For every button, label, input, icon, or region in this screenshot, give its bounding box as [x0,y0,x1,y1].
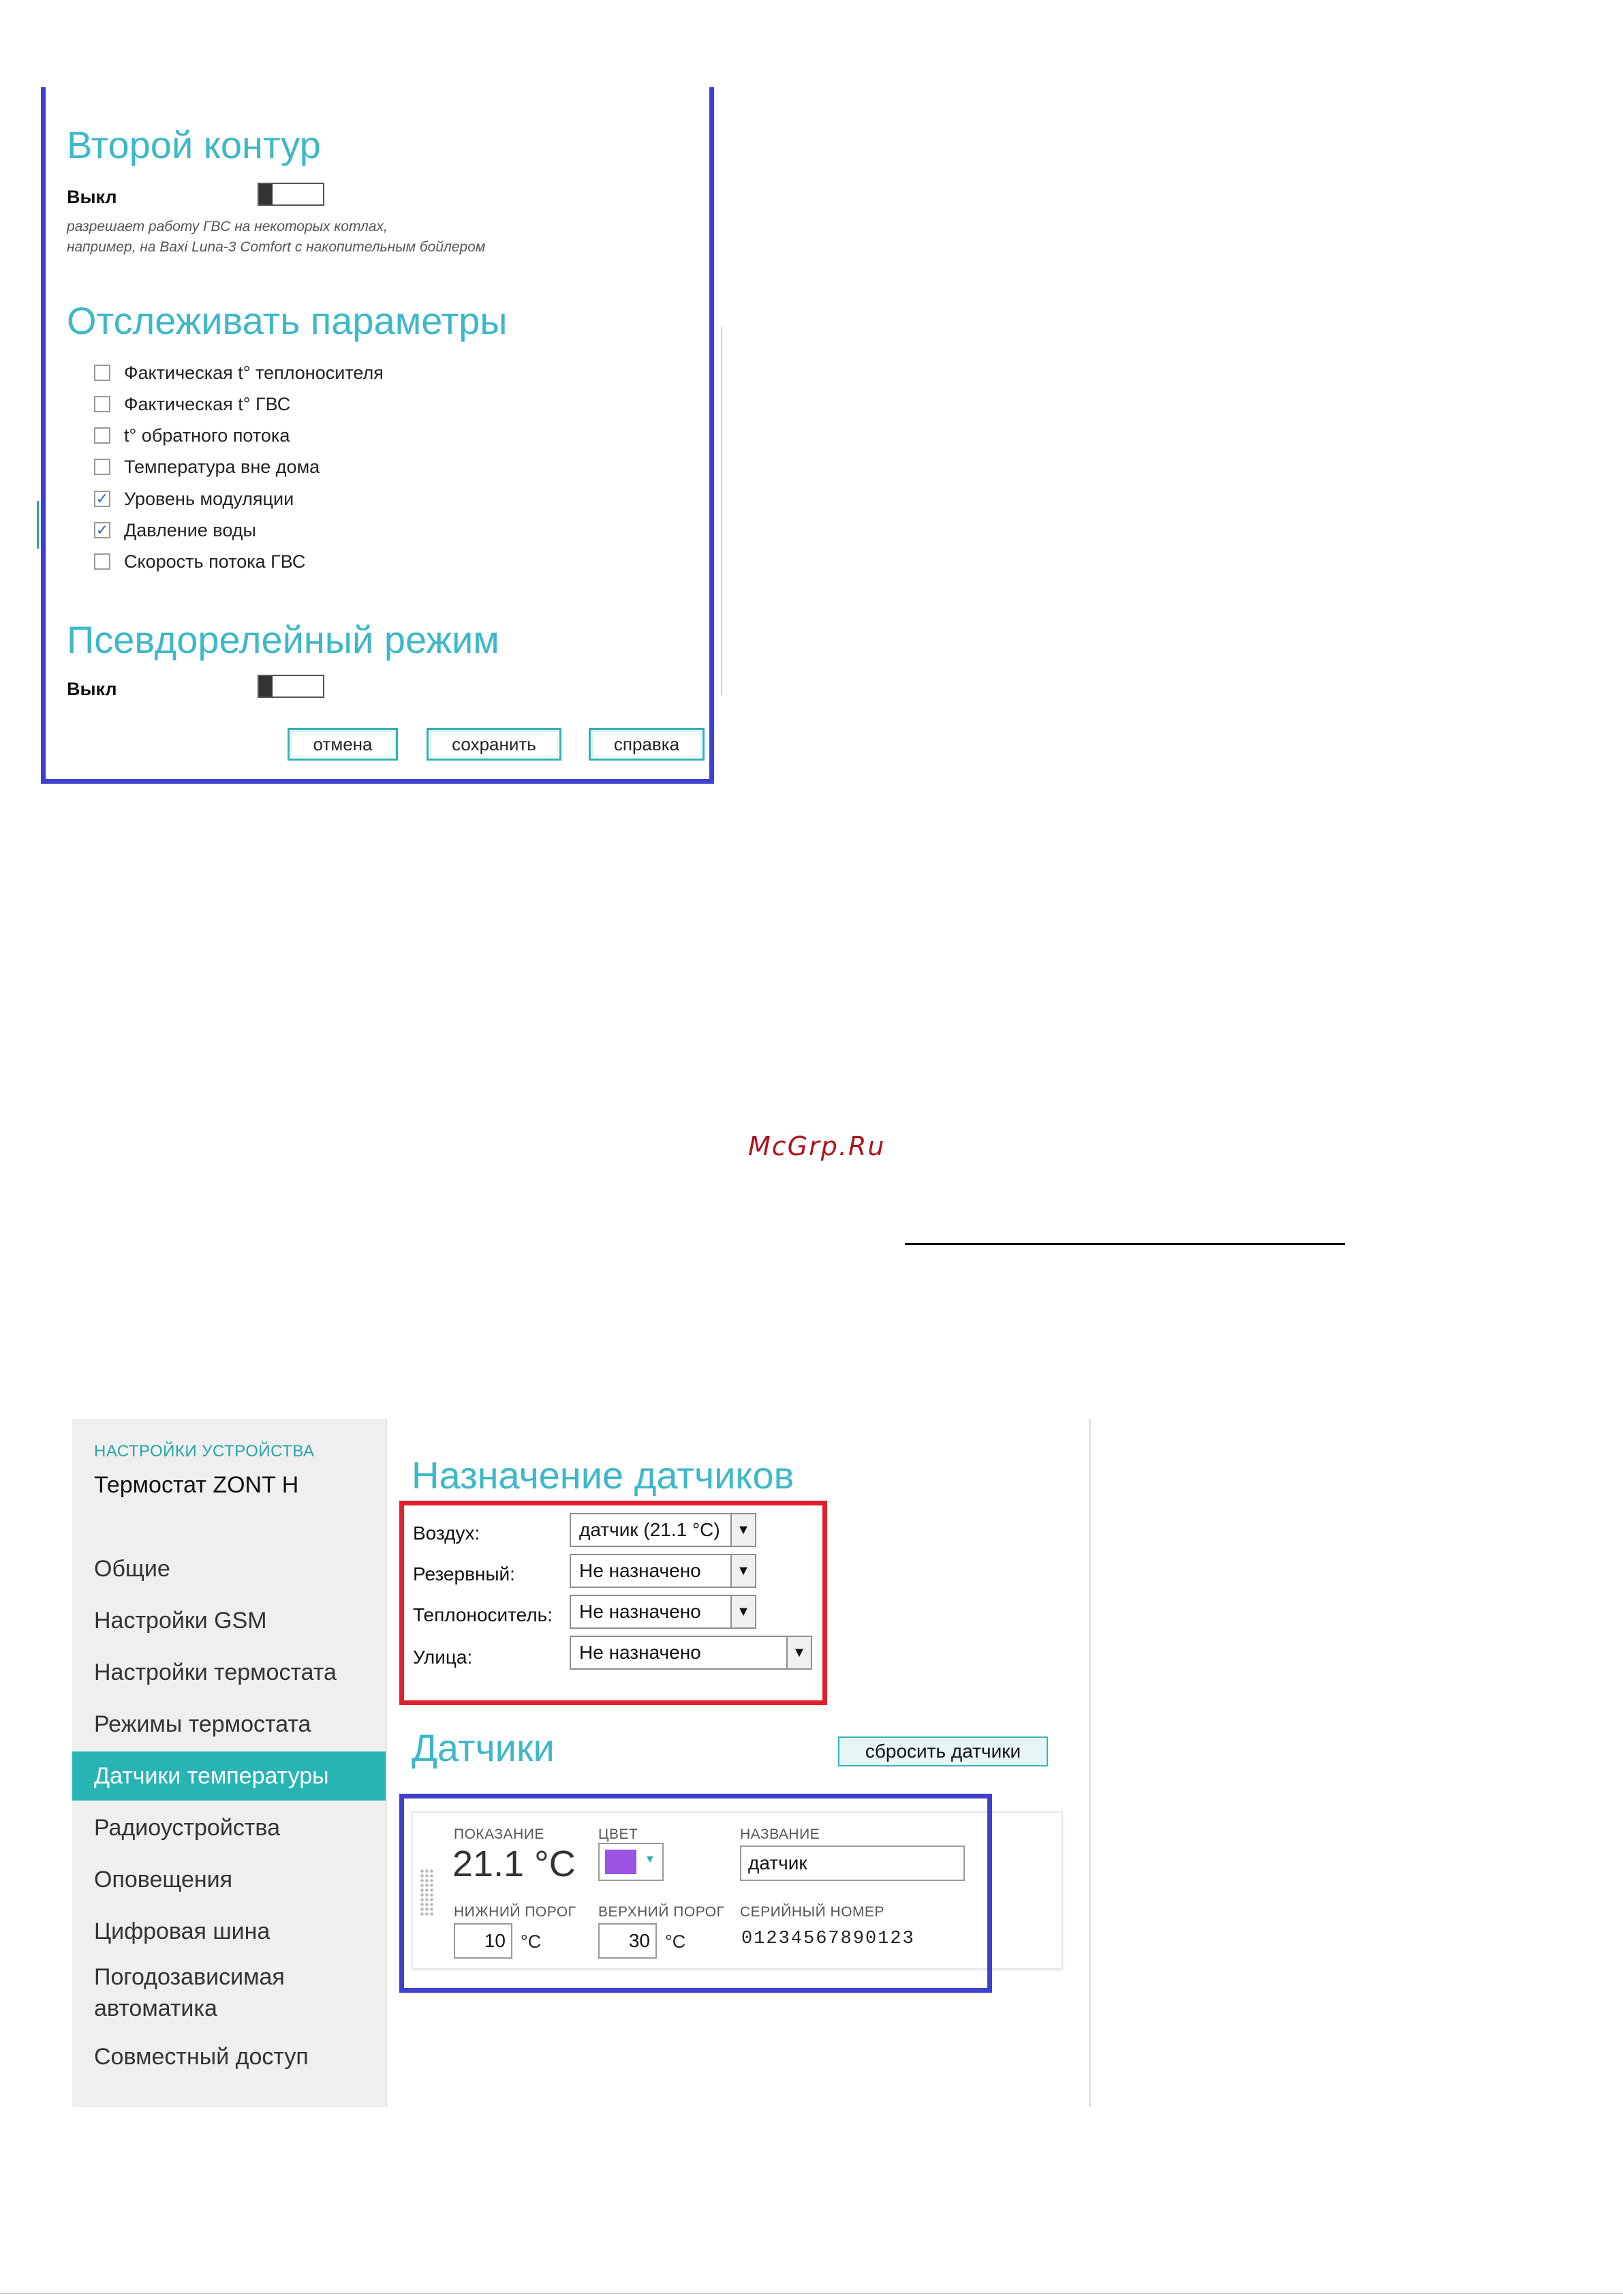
device-name: Термостат ZONT H [94,1472,299,1498]
assign-select-air[interactable] [570,1513,756,1547]
second-circuit-note-line2: например, на Baxi Luna-3 Comfort с накопительным бойлером [67,239,486,255]
panel-edge [721,327,722,695]
track-item-label: t° обратного потока [124,425,290,446]
cancel-button[interactable] [288,728,398,761]
serial-caption: СЕРИЙНЫЙ НОМЕР [740,1904,885,1920]
track-item-label: Фактическая t° ГВС [124,393,291,414]
pseudo-relay-state-label: Выкл [67,679,117,699]
low-threshold-unit: °C [521,1931,542,1952]
horizontal-rule [905,1243,1345,1245]
checkbox-dhw-flow[interactable] [94,553,110,570]
save-button[interactable] [427,728,561,761]
reading-caption: ПОКАЗАНИЕ [454,1826,544,1842]
sidebar-item-label-line1: Погодозависимая [94,1964,285,1990]
assign-label-air: Воздух: [413,1522,480,1544]
main-panel-edge [1089,1419,1091,2107]
checkbox-dhw-temp[interactable] [94,396,110,412]
toggle-knob [259,184,273,204]
cancel-button-label: отмена [313,733,373,754]
check-icon: ✓ [95,490,109,507]
assign-select-street[interactable] [570,1636,812,1670]
checkbox-outdoor-temp[interactable] [94,459,110,475]
high-threshold-input[interactable] [598,1923,657,1959]
sidebar-item-radio-devices[interactable]: Радиоустройства [94,1814,280,1841]
sidebar-item-thermostat-settings[interactable]: Настройки термостата [94,1659,337,1685]
chevron-down-icon: ▼ [730,1596,755,1627]
checkbox-return-temp[interactable] [94,427,110,444]
checkbox-modulation-level[interactable] [94,491,110,507]
page-bottom-rule [0,2293,1623,2294]
track-item[interactable] [94,455,320,478]
track-item[interactable] [94,487,294,510]
assign-select-coolant[interactable] [570,1595,756,1629]
checkbox-coolant-temp[interactable] [94,365,110,381]
panel-accent-tick [37,501,39,549]
low-threshold-input[interactable] [454,1923,512,1959]
sidebar-item-gsm[interactable]: Настройки GSM [94,1607,267,1634]
sidebar-item-notifications[interactable]: Оповещения [94,1866,233,1893]
second-circuit-note [67,217,485,258]
sidebar [72,1419,387,2107]
color-picker[interactable] [598,1843,664,1881]
track-item-label: Уровень модуляции [124,488,294,509]
track-item[interactable] [94,393,290,416]
high-threshold-caption: ВЕРХНИЙ ПОРОГ [598,1904,725,1920]
low-threshold-caption: НИЖНИЙ ПОРОГ [454,1904,576,1920]
second-circuit-state-label: Выкл [67,187,117,207]
save-button-label: сохранить [452,733,536,754]
reset-sensors-button[interactable]: сбросить датчики [838,1736,1048,1766]
sensor-reading: 21.1 °C [452,1843,576,1884]
pseudo-relay-title: Псевдорелейный режим [67,618,499,661]
sidebar-item-weather-automation[interactable] [72,1959,386,2027]
assign-select-reserve[interactable] [570,1554,756,1588]
help-button-label: справка [613,733,680,754]
chevron-down-icon: ▼ [730,1555,755,1587]
sidebar-item-label [94,1961,285,2024]
track-item[interactable] [94,550,305,573]
second-circuit-title: Второй контур [67,123,321,166]
select-value: датчик (21.1 °C) [579,1519,720,1540]
boiler-settings-panel [0,0,722,791]
sensor-assignment-title: Назначение датчиков [412,1454,794,1497]
color-swatch [605,1850,636,1874]
track-item[interactable] [94,519,256,542]
sidebar-item-general[interactable]: Общие [94,1555,170,1582]
track-params-title: Отслеживать параметры [67,299,508,342]
color-caption: ЦВЕТ [598,1826,638,1842]
check-icon: ✓ [95,521,109,538]
checkbox-water-pressure[interactable] [94,522,110,538]
second-circuit-note-line1: разрешает работу ГВС на некоторых котлах, [67,219,388,234]
track-item-label: Скорость потока ГВС [124,551,306,572]
track-item-label: Фактическая t° теплоносителя [124,362,384,383]
second-circuit-toggle[interactable] [258,183,324,206]
sensor-name-input[interactable] [740,1846,965,1881]
pseudo-relay-toggle[interactable] [258,675,324,698]
chevron-down-icon: ▼ [730,1514,755,1546]
track-item-label: Давление воды [124,519,256,540]
assign-label-street: Улица: [413,1647,473,1668]
highlight-frame-blue [399,1794,992,1993]
sidebar-item-label-line2: автоматика [94,1995,217,2021]
help-button[interactable] [589,728,705,761]
sidebar-item-digital-bus[interactable]: Цифровая шина [94,1918,270,1944]
sensor-settings-app [72,1419,1092,2107]
assign-label-coolant: Теплоноситель: [413,1604,553,1625]
serial-number: 01234567890123 [741,1929,915,1949]
watermark: McGrp.Ru [748,1131,886,1161]
toggle-knob [259,676,273,697]
track-item[interactable] [94,424,290,447]
select-value: Не назначено [579,1560,701,1581]
sidebar-item-thermostat-modes[interactable]: Режимы термостата [94,1711,311,1737]
chevron-down-icon: ▼ [786,1637,811,1668]
sidebar-section-title: НАСТРОЙКИ УСТРОЙСТВА [94,1442,315,1460]
sensors-title: Датчики [412,1726,555,1769]
select-value: Не назначено [579,1601,701,1622]
high-threshold-unit: °C [665,1931,686,1952]
sidebar-item-shared-access[interactable]: Совместный доступ [94,2043,309,2070]
chevron-down-icon: ▼ [645,1854,655,1865]
select-value: Не назначено [579,1642,701,1663]
drag-handle-icon[interactable] [420,1869,435,1916]
name-caption: НАЗВАНИЕ [740,1826,820,1842]
track-item[interactable] [94,361,384,384]
track-item-label: Температура вне дома [124,456,320,477]
sidebar-item-temperature-sensors[interactable]: Датчики температуры [72,1751,386,1801]
assign-label-reserve: Резервный: [413,1563,515,1585]
